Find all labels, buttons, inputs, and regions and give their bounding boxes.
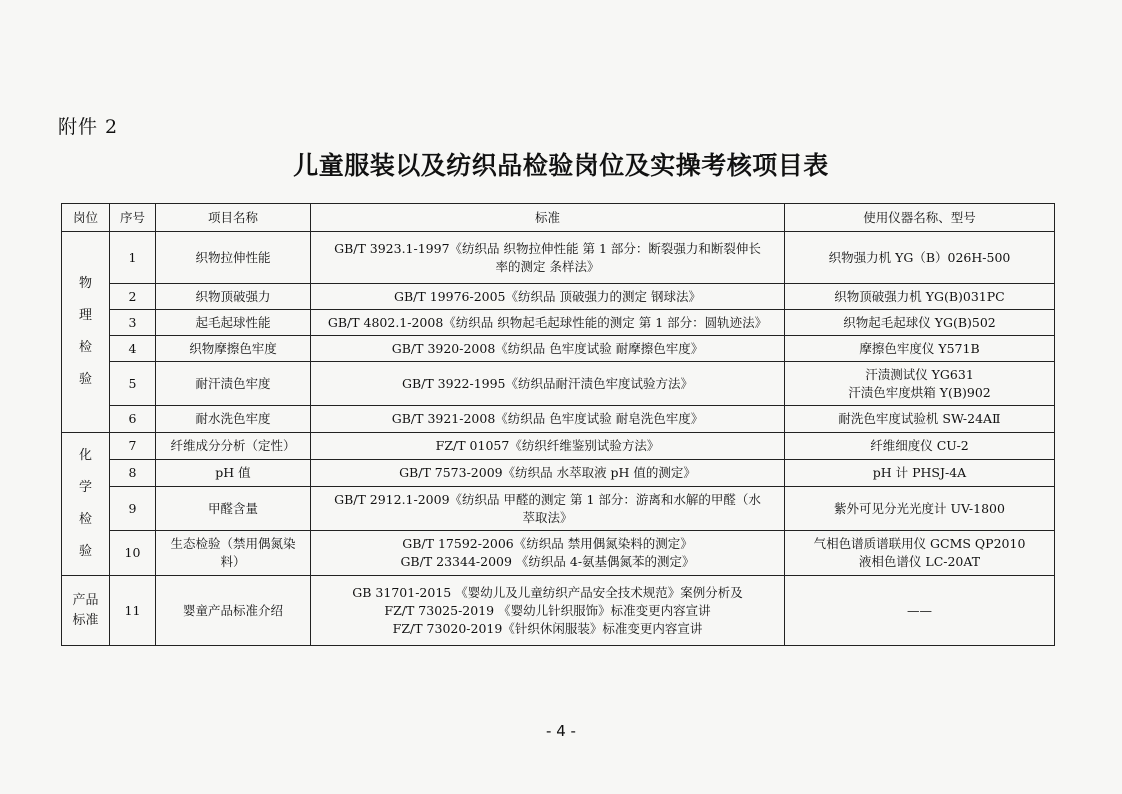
item-line: 耐汗渍色牢度: [195, 375, 271, 391]
category-char: 验: [78, 544, 92, 559]
category-char: 理: [78, 308, 92, 323]
item-line: 婴童产品标准介绍: [182, 602, 283, 618]
item-line: 织物拉伸性能: [195, 249, 271, 265]
standard-line: GB/T 2912.1-2009《纺织品 甲醛的测定 第 1 部分：游离和水解的甲醛（水: [334, 491, 761, 507]
standard-line: GB/T 3920-2008《纺织品 色牢度试验 耐摩擦色牢度》: [391, 340, 704, 356]
category-char: 检: [78, 512, 92, 527]
category-cell: [62, 576, 110, 646]
header-standard: 标准: [311, 204, 785, 232]
instrument-line: 紫外可见分光光度计 UV-1800: [834, 500, 1005, 516]
category-char: 产品: [72, 592, 99, 608]
seq-cell: 8: [110, 460, 156, 487]
standard-cell: [311, 362, 785, 406]
category-char: 标准: [72, 612, 99, 628]
instrument-cell: [785, 406, 1055, 433]
instrument-line: 织物顶破强力机 YG(B)031PC: [834, 288, 1005, 304]
standard-line: GB/T 3923.1-1997《纺织品 织物拉伸性能 第 1 部分：断裂强力和断裂伸长: [334, 240, 761, 256]
standard-line: 萃取法》: [522, 509, 573, 525]
standard-line: GB/T 7573-2009《纺织品 水萃取液 pH 值的测定》: [399, 465, 696, 480]
standard-line: GB/T 3922-1995《纺织品耐汗渍色牢度试验方法》: [401, 375, 694, 391]
item-name-cell: [156, 487, 311, 531]
item-line: 纤维成分分析（定性）: [170, 438, 296, 453]
category-char: 检: [78, 340, 92, 355]
item-name-cell: [156, 362, 311, 406]
instrument-line: 织物起毛起球仪 YG(B)502: [843, 314, 996, 330]
standard-cell: [311, 433, 785, 460]
standard-line: GB/T 17592-2006《纺织品 禁用偶氮染料的测定》: [402, 536, 693, 551]
standard-cell: [311, 310, 785, 336]
item-name-cell: [156, 406, 311, 433]
item-name-cell: [156, 531, 311, 576]
assessment-table: [61, 203, 1055, 646]
standard-cell: [311, 531, 785, 576]
seq-cell: 5: [110, 362, 156, 406]
item-line: 料）: [220, 554, 246, 569]
standard-cell: [311, 336, 785, 362]
table-row: [62, 576, 1055, 646]
page-title: 儿童服装以及纺织品检验岗位及实操考核项目表: [293, 151, 829, 180]
table-row: [62, 433, 1055, 460]
standard-cell: [311, 406, 785, 433]
instrument-cell: [785, 284, 1055, 310]
instrument-cell: [785, 487, 1055, 531]
item-name-cell: [156, 336, 311, 362]
table-row: [62, 362, 1055, 406]
instrument-cell: [785, 232, 1055, 284]
standard-line: GB/T 19976-2005《纺织品 顶破强力的测定 钢球法》: [394, 288, 701, 304]
instrument-line: 气相色谱质谱联用仪 GCMS QP2010: [813, 536, 1026, 551]
seq-cell: 4: [110, 336, 156, 362]
instrument-line: 耐洗色牢度试验机 SW-24AⅡ: [838, 411, 1001, 426]
instrument-line: pH 计 PHSJ-4A: [872, 465, 967, 480]
table-row: [62, 406, 1055, 433]
category-char: 化: [78, 448, 92, 463]
item-name-cell: [156, 576, 311, 646]
table-header-row: [62, 204, 1055, 232]
instrument-line: 汗渍测试仪 YG631: [865, 366, 974, 382]
item-line: 起毛起球性能: [195, 314, 271, 330]
standard-line: GB 31701-2015 《婴幼儿及儿童纺织产品安全技术规范》案例分析及: [352, 584, 743, 600]
item-name-cell: [156, 284, 311, 310]
seq-cell: 10: [110, 531, 156, 576]
item-line: 甲醛含量: [207, 500, 258, 516]
standard-line: GB/T 3921-2008《纺织品 色牢度试验 耐皂洗色牢度》: [391, 411, 704, 426]
seq-cell: 7: [110, 433, 156, 460]
instrument-line: 摩擦色牢度仪 Y571B: [859, 340, 980, 356]
instrument-line: ——: [907, 602, 932, 618]
table-row: [62, 487, 1055, 531]
seq-cell: 6: [110, 406, 156, 433]
category-char: 验: [78, 372, 92, 387]
item-line: pH 值: [215, 465, 251, 480]
category-char: 物: [78, 276, 92, 291]
standard-line: FZ/T 73025-2019 《婴幼儿针织服饰》标准变更内容宣讲: [384, 602, 711, 618]
standard-line: 率的测定 条样法》: [495, 258, 600, 274]
standard-cell: [311, 576, 785, 646]
instrument-cell: [785, 531, 1055, 576]
table-row: [62, 284, 1055, 310]
instrument-cell: [785, 460, 1055, 487]
instrument-line: 织物强力机 YG（B）026H-500: [828, 249, 1011, 265]
instrument-cell: [785, 310, 1055, 336]
item-name-cell: [156, 433, 311, 460]
table-row: [62, 310, 1055, 336]
instrument-line: 汗渍色牢度烘箱 Y(B)902: [848, 384, 991, 400]
category-cell: [62, 433, 110, 576]
seq-cell: 2: [110, 284, 156, 310]
instrument-cell: [785, 433, 1055, 460]
attachment-label: 附件 2: [58, 116, 119, 138]
table-row: [62, 460, 1055, 487]
standard-line: GB/T 4802.1-2008《纺织品 织物起毛起球性能的测定 第 1 部分：圆轨迹法》: [327, 314, 768, 330]
instrument-line: 液相色谱仪 LC-20AT: [858, 554, 981, 569]
standard-line: GB/T 23344-2009 《纺织品 4-氨基偶氮苯的测定》: [400, 554, 695, 569]
standard-cell: [311, 284, 785, 310]
item-line: 生态检验（禁用偶氮染: [170, 536, 296, 551]
item-line: 耐水洗色牢度: [195, 411, 271, 426]
item-name-cell: [156, 310, 311, 336]
table-body: [62, 232, 1055, 646]
category-cell: [62, 232, 110, 433]
item-name-cell: [156, 460, 311, 487]
header-item: 项目名称: [156, 204, 311, 232]
standard-line: FZ/T 01057《纺织纤维鉴别试验方法》: [435, 438, 660, 453]
item-line: 织物顶破强力: [195, 288, 271, 304]
seq-cell: 11: [110, 576, 156, 646]
instrument-cell: [785, 336, 1055, 362]
table-row: [62, 232, 1055, 284]
instrument-line: 纤维细度仪 CU-2: [870, 438, 969, 453]
item-line: 织物摩擦色牢度: [189, 340, 277, 356]
seq-cell: 3: [110, 310, 156, 336]
category-char: 学: [78, 480, 92, 495]
page-number: - 4 -: [546, 722, 576, 740]
seq-cell: 9: [110, 487, 156, 531]
standard-line: FZ/T 73020-2019《针织休闲服装》标准变更内容宣讲: [392, 620, 703, 636]
instrument-cell: [785, 362, 1055, 406]
header-seq: 序号: [110, 204, 156, 232]
table-row: [62, 531, 1055, 576]
table-row: [62, 336, 1055, 362]
seq-cell: 1: [110, 232, 156, 284]
standard-cell: [311, 487, 785, 531]
header-instrument: 使用仪器名称、型号: [785, 204, 1055, 232]
item-name-cell: [156, 232, 311, 284]
instrument-cell: [785, 576, 1055, 646]
header-position: 岗位: [62, 204, 110, 232]
standard-cell: [311, 460, 785, 487]
standard-cell: [311, 232, 785, 284]
